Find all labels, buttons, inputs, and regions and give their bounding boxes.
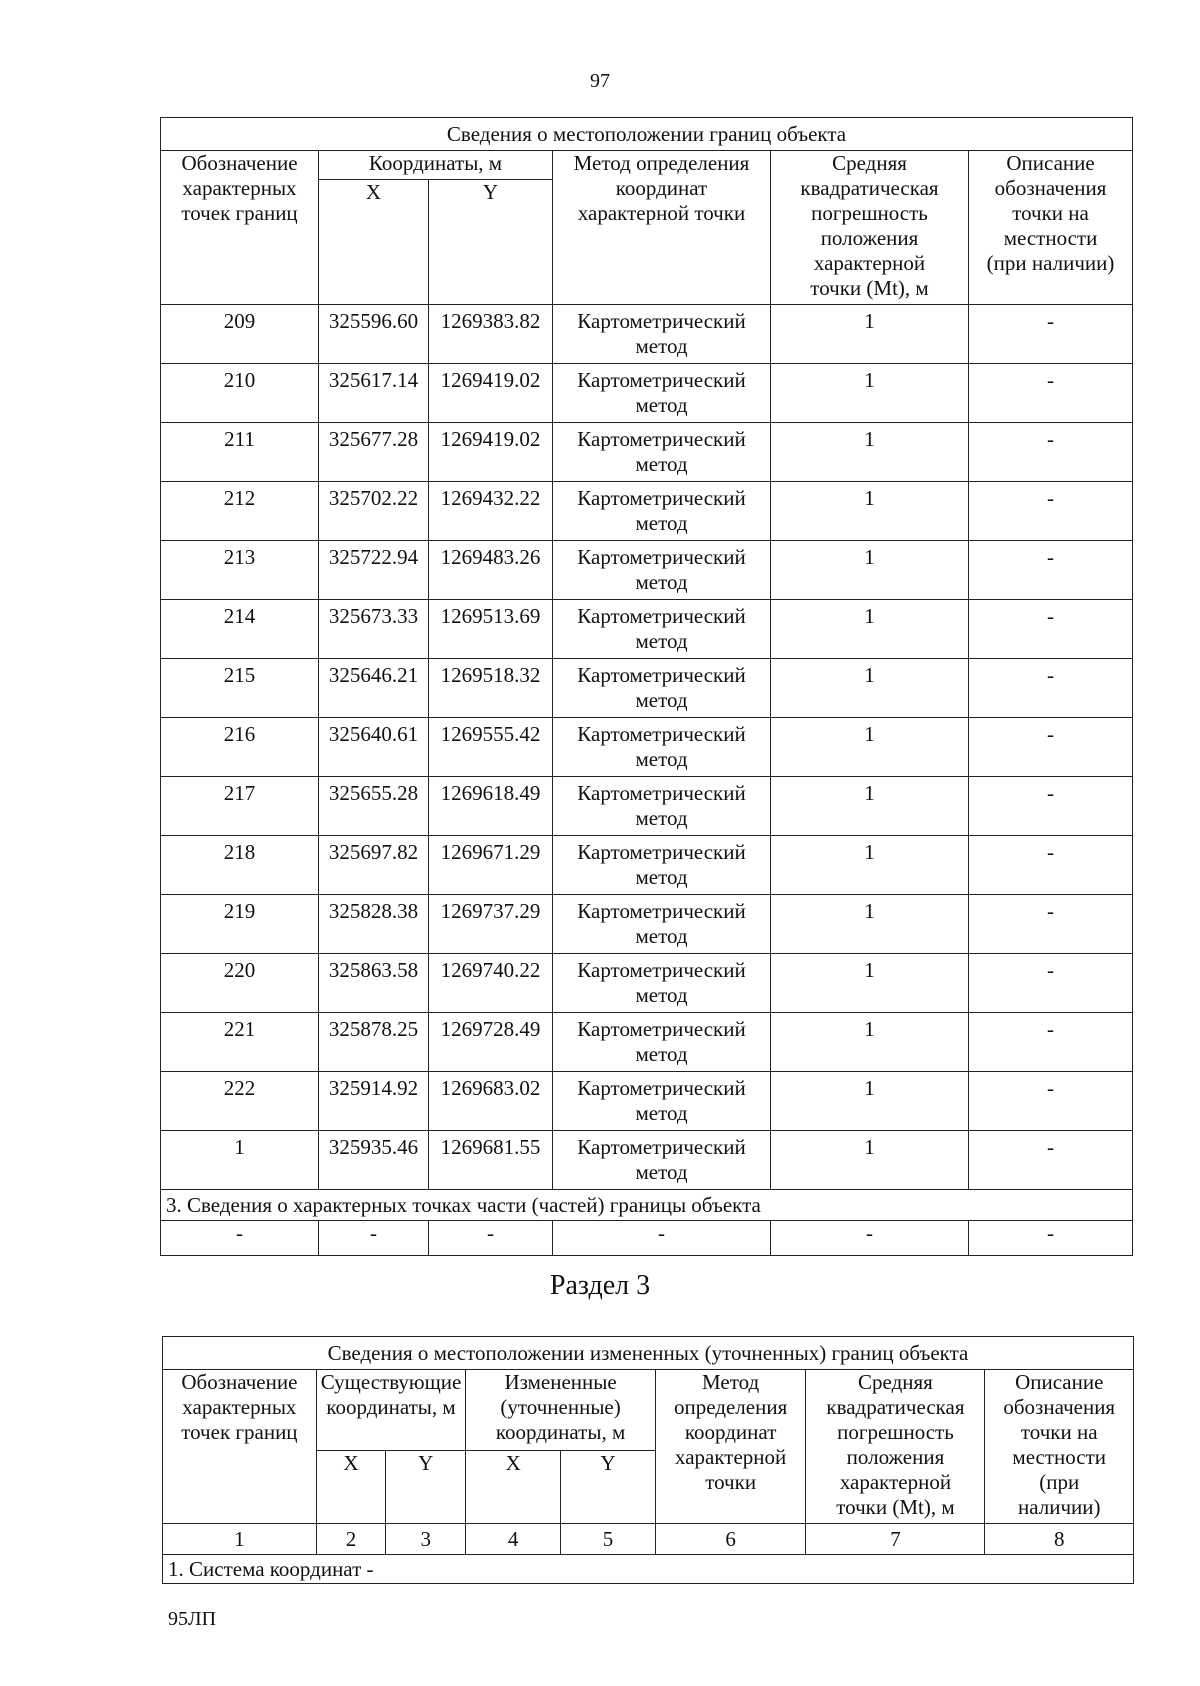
cell-method: Картометрический метод (553, 659, 771, 718)
cell-dash: - (319, 1221, 429, 1256)
column-number: 8 (985, 1524, 1134, 1555)
cell-x: 325702.22 (319, 482, 429, 541)
cell-y: 1269419.02 (429, 423, 553, 482)
table-header-row (163, 1370, 1134, 1451)
cell-y: 1269555.42 (429, 718, 553, 777)
header-y-changed: Y (561, 1451, 656, 1524)
table-row (161, 541, 1133, 600)
cell-description: - (969, 659, 1133, 718)
cell-point: 1 (161, 1131, 319, 1190)
cell-error: 1 (771, 482, 969, 541)
cell-description: - (969, 1072, 1133, 1131)
table-header-row (161, 151, 1133, 180)
cell-description: - (969, 836, 1133, 895)
header-changed-coords: Измененные (уточненные) координаты, м (466, 1370, 656, 1451)
cell-x: 325722.94 (319, 541, 429, 600)
cell-x: 325673.33 (319, 600, 429, 659)
cell-x: 325677.28 (319, 423, 429, 482)
cell-method: Картометрический метод (553, 541, 771, 600)
cell-description: - (969, 1131, 1133, 1190)
cell-y: 1269737.29 (429, 895, 553, 954)
header-existing-coords: Существующие координаты, м (316, 1370, 466, 1451)
table-title: Сведения о местоположении измененных (уточненных) границ объекта (163, 1337, 1134, 1370)
cell-x: 325697.82 (319, 836, 429, 895)
cell-method: Картометрический метод (553, 423, 771, 482)
cell-dash: - (969, 1221, 1133, 1256)
cell-error: 1 (771, 718, 969, 777)
cell-error: 1 (771, 777, 969, 836)
cell-description: - (969, 423, 1133, 482)
header-description: Описание обозначения точки на местности (при наличии) (969, 151, 1133, 305)
cell-point: 210 (161, 364, 319, 423)
cell-y: 1269728.49 (429, 1013, 553, 1072)
cell-x: 325646.21 (319, 659, 429, 718)
cell-method: Картометрический метод (553, 777, 771, 836)
cell-point: 220 (161, 954, 319, 1013)
cell-x: 325914.92 (319, 1072, 429, 1131)
cell-point: 215 (161, 659, 319, 718)
table-row (161, 659, 1133, 718)
table-row (161, 600, 1133, 659)
table-row (161, 836, 1133, 895)
cell-x: 325596.60 (319, 305, 429, 364)
table-row (161, 777, 1133, 836)
header-method: Метод определения координат характерной точки (655, 1370, 806, 1524)
cell-point: 211 (161, 423, 319, 482)
cell-y: 1269513.69 (429, 600, 553, 659)
cell-method: Картометрический метод (553, 1072, 771, 1131)
column-number: 3 (386, 1524, 466, 1555)
cell-point: 221 (161, 1013, 319, 1072)
cell-x: 325935.46 (319, 1131, 429, 1190)
cell-description: - (969, 305, 1133, 364)
cell-description: - (969, 895, 1133, 954)
column-number: 2 (316, 1524, 386, 1555)
header-x: X (319, 180, 429, 305)
coordinate-system-label: 1. Система координат - (163, 1555, 1134, 1584)
section3-label: 3. Сведения о характерных точках части (частей) границы объекта (161, 1190, 1133, 1221)
dash-row (161, 1221, 1133, 1256)
cell-point: 213 (161, 541, 319, 600)
cell-method: Картометрический метод (553, 364, 771, 423)
cell-method: Картометрический метод (553, 1013, 771, 1072)
cell-y: 1269683.02 (429, 1072, 553, 1131)
cell-description: - (969, 482, 1133, 541)
cell-dash: - (429, 1221, 553, 1256)
coordinate-system-row (163, 1555, 1134, 1584)
cell-method: Картометрический метод (553, 1131, 771, 1190)
cell-error: 1 (771, 1013, 969, 1072)
header-description: Описание обозначения точки на местности (при наличии) (985, 1370, 1134, 1524)
cell-error: 1 (771, 954, 969, 1013)
cell-point: 219 (161, 895, 319, 954)
cell-error: 1 (771, 364, 969, 423)
table-title-row (163, 1337, 1134, 1370)
cell-point: 214 (161, 600, 319, 659)
cell-error: 1 (771, 1072, 969, 1131)
cell-method: Картометрический метод (553, 954, 771, 1013)
table-row (161, 482, 1133, 541)
cell-dash: - (161, 1221, 319, 1256)
cell-description: - (969, 364, 1133, 423)
cell-error: 1 (771, 659, 969, 718)
cell-y: 1269618.49 (429, 777, 553, 836)
cell-method: Картометрический метод (553, 836, 771, 895)
cell-point: 217 (161, 777, 319, 836)
header-method: Метод определения координат характерной точки (553, 151, 771, 305)
cell-y: 1269681.55 (429, 1131, 553, 1190)
page-number: 97 (590, 70, 610, 92)
cell-y: 1269518.32 (429, 659, 553, 718)
cell-point: 222 (161, 1072, 319, 1131)
cell-point: 218 (161, 836, 319, 895)
cell-method: Картометрический метод (553, 895, 771, 954)
table-row (161, 1131, 1133, 1190)
table-row (161, 718, 1133, 777)
changed-boundaries-table (162, 1336, 1134, 1584)
cell-point: 209 (161, 305, 319, 364)
table-row (161, 895, 1133, 954)
header-point: Обозначение характерных точек границ (161, 151, 319, 305)
cell-description: - (969, 600, 1133, 659)
cell-dash: - (771, 1221, 969, 1256)
cell-error: 1 (771, 1131, 969, 1190)
cell-x: 325655.28 (319, 777, 429, 836)
cell-method: Картометрический метод (553, 482, 771, 541)
section-heading: Раздел 3 (549, 1270, 651, 1301)
section3-row (161, 1190, 1133, 1221)
cell-error: 1 (771, 836, 969, 895)
header-point: Обозначение характерных точек границ (163, 1370, 317, 1524)
column-number: 1 (163, 1524, 317, 1555)
header-x-existing: X (316, 1451, 386, 1524)
cell-method: Картометрический метод (553, 718, 771, 777)
cell-description: - (969, 954, 1133, 1013)
column-number: 6 (655, 1524, 806, 1555)
cell-error: 1 (771, 895, 969, 954)
table-row (161, 305, 1133, 364)
column-number: 5 (561, 1524, 656, 1555)
boundary-points-table (160, 117, 1133, 1256)
cell-description: - (969, 718, 1133, 777)
footer-code: 95ЛП (168, 1608, 217, 1630)
cell-y: 1269383.82 (429, 305, 553, 364)
header-error: Средняя квадратическая погрешность положения характерной точки (Mt), м (806, 1370, 985, 1524)
table-row (161, 954, 1133, 1013)
header-y: Y (429, 180, 553, 305)
cell-description: - (969, 541, 1133, 600)
header-coords: Координаты, м (319, 151, 553, 180)
table-row (161, 423, 1133, 482)
cell-method: Картометрический метод (553, 600, 771, 659)
header-error: Средняя квадратическая погрешность положения характерной точки (Mt), м (771, 151, 969, 305)
cell-y: 1269671.29 (429, 836, 553, 895)
table-row (161, 364, 1133, 423)
cell-error: 1 (771, 305, 969, 364)
cell-point: 212 (161, 482, 319, 541)
table-row (161, 1072, 1133, 1131)
column-numbers-row (163, 1524, 1134, 1555)
table-title-row (161, 118, 1133, 151)
cell-dash: - (553, 1221, 771, 1256)
cell-x: 325617.14 (319, 364, 429, 423)
header-x-changed: X (466, 1451, 561, 1524)
cell-x: 325878.25 (319, 1013, 429, 1072)
cell-y: 1269432.22 (429, 482, 553, 541)
cell-error: 1 (771, 541, 969, 600)
cell-error: 1 (771, 600, 969, 659)
cell-x: 325828.38 (319, 895, 429, 954)
column-number: 4 (466, 1524, 561, 1555)
cell-point: 216 (161, 718, 319, 777)
cell-description: - (969, 777, 1133, 836)
cell-description: - (969, 1013, 1133, 1072)
header-y-existing: Y (386, 1451, 466, 1524)
table-row (161, 1013, 1133, 1072)
column-number: 7 (806, 1524, 985, 1555)
cell-y: 1269740.22 (429, 954, 553, 1013)
cell-x: 325863.58 (319, 954, 429, 1013)
cell-error: 1 (771, 423, 969, 482)
cell-y: 1269419.02 (429, 364, 553, 423)
table-title: Сведения о местоположении границ объекта (161, 118, 1133, 151)
cell-x: 325640.61 (319, 718, 429, 777)
cell-method: Картометрический метод (553, 305, 771, 364)
cell-y: 1269483.26 (429, 541, 553, 600)
